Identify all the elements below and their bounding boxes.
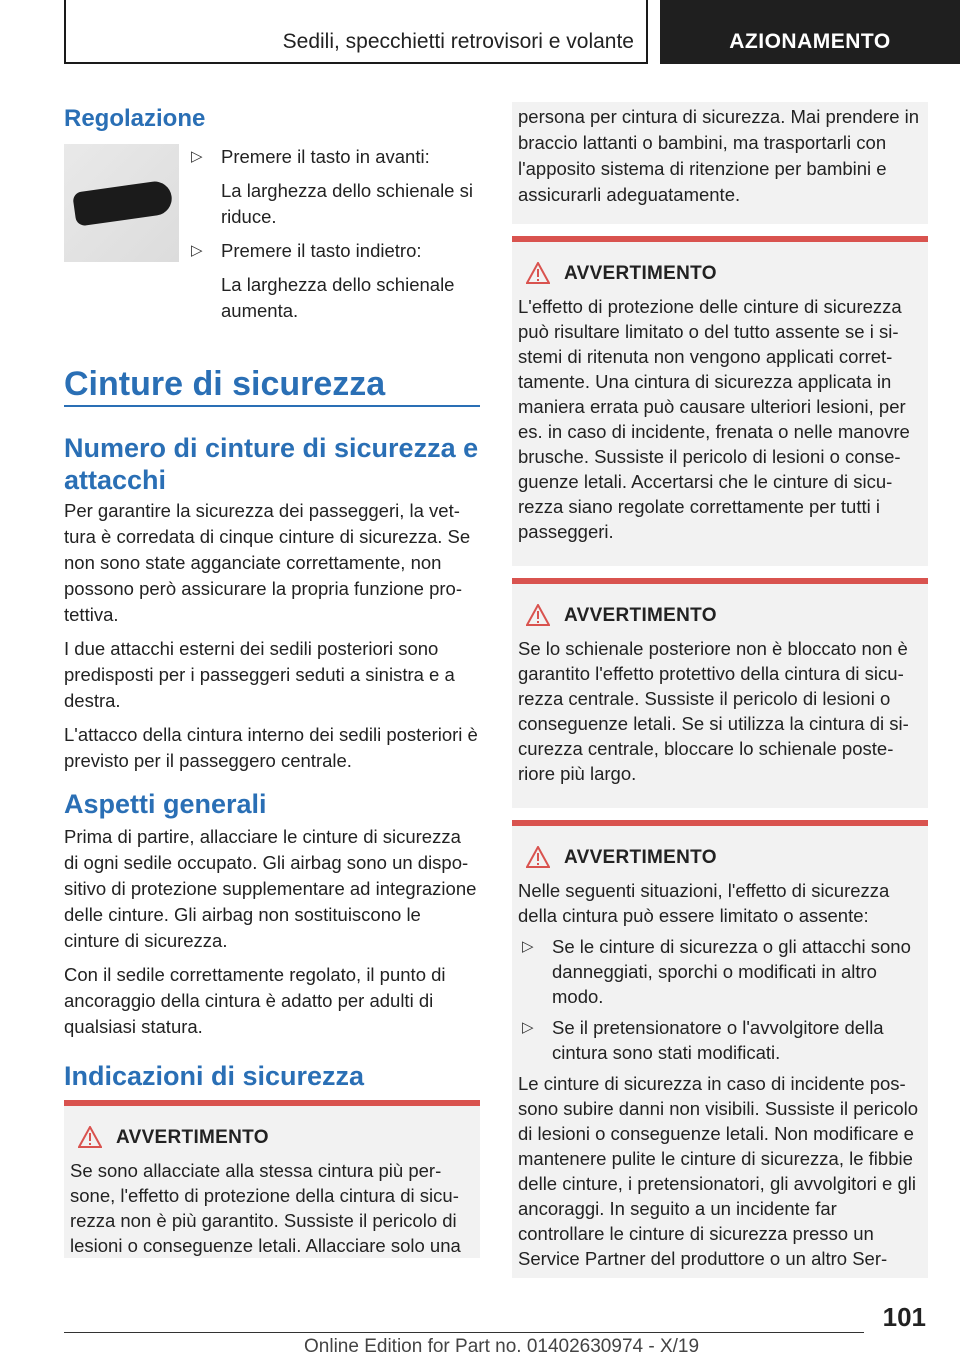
triangle-bullet-icon: ▷ <box>522 938 534 955</box>
paragraph: Per garantire la sicurezza dei passeggeri, la vettura è corredata di cinque cinture di sicurezza. Se non sono state agganciate correttamente, non possono però assicurare la propria funzione protettiva. <box>64 500 471 625</box>
warning-header <box>518 262 922 286</box>
warning-header <box>518 604 922 628</box>
indicazioni-heading: Indicazioni di sicurezza <box>64 1061 365 1091</box>
warning-text: persona per cintura di sicurezza. Mai prendere in braccio lattanti o bambini, ma trasportarli con l'apposito sistema di ritenzione per bambini e assicurarli adeguatamente. <box>518 106 920 205</box>
list-item <box>518 934 922 1009</box>
condition-text: Se il pretensionatore o l'avvolgitore della cintura sono stati modificati. <box>552 1017 884 1063</box>
warning-text: Se lo schienale posteriore non è bloccato non è garantito l'effetto protettivo della cintura di sicurezza centrale. Sussiste il pericolo di lesioni o conseguenze letali. Se si utilizza la cintura di sicurezza centrale, bloccare lo schienale posteriore più largo. <box>518 638 909 784</box>
numero-heading: Numero di cinture di sicurezza e attacchi <box>64 433 479 495</box>
section-title-cinture: Cinture di sicurezza <box>64 365 386 403</box>
warning-box-1 <box>64 1100 480 1258</box>
paragraph: I due attacchi esterni dei sedili posteriori sono predisposti per i passeggeri seduti a sinistra e a destra. <box>64 638 455 711</box>
aspetti-body <box>64 824 480 1040</box>
warning-title: AVVERTIMENTO <box>564 605 717 626</box>
header-chapter-title: AZIONAMENTO <box>729 30 891 53</box>
warning-continuation <box>512 102 928 224</box>
paragraph: Prima di partire, allacciare le cinture di sicurezza di ogni sedile occupato. Gli airbag sono un dispositivo di protezione supplementare ad integrazione delle cinture. Gli airbag non sostituiscono le cinture di sicurezza. <box>64 826 477 951</box>
edition-info: Online Edition for Part no. 01402630974 - X/19 <box>304 1336 700 1357</box>
triangle-bullet-icon: ▷ <box>191 242 203 259</box>
warning-triangle-icon <box>518 262 558 286</box>
aspetti-heading: Aspetti generali <box>64 789 267 819</box>
step-result: La larghezza dello schienale si riduce. <box>221 180 473 227</box>
warning-box-2 <box>512 236 928 566</box>
warning-header <box>70 1126 474 1150</box>
warning-title: AVVERTIMENTO <box>564 847 717 868</box>
section-divider <box>64 405 480 407</box>
warning-text: Le cinture di sicurezza in caso di incidente possono subire danni non visibili. Sussiste il pericolo di lesioni o conseguenze letali. Non modificare e mantenere pulite le cinture di sicurezza, le fibbie delle cinture, i pretensionatori, gli avvolgitori e gli ancoraggi. In seguito a un incidente far controllare le cinture di sicurezza presso un Service Partner del produttore o un altro Ser- <box>518 1073 919 1269</box>
footer-divider <box>64 1332 864 1333</box>
header-section-box <box>64 0 648 64</box>
seat-button-image <box>64 144 179 262</box>
warning-box-4 <box>512 820 928 1278</box>
paragraph: Con il sedile correttamente regolato, il punto di ancoraggio della cintura è adatto per adulti di qualsiasi statura. <box>64 964 446 1037</box>
list-item <box>187 238 481 324</box>
step-text: Premere il tasto in avanti: <box>221 146 430 167</box>
warning-triangle-icon <box>518 604 558 628</box>
warning-box-3 <box>512 578 928 808</box>
warning-title: AVVERTIMENTO <box>116 1127 269 1148</box>
condition-text: Se le cinture di sicurezza o gli attacchi sono danneggiati, sporchi o modificati in altro modo. <box>552 936 911 1007</box>
warning-title: AVVERTIMENTO <box>564 263 717 284</box>
warning-text: L'effetto di protezione delle cinture di sicurezza può risultare limitato o del tutto assente se i sistemi di ritenuta non vengono applicati correttamente. Una cintura di sicurezza applicata in maniera errata può causare ulteriori lesioni, per es. in caso di incidente, frenata o nelle manovre brusche. Sussiste il pericolo di lesioni o conseguenze letali. Accertarsi che le cinture di sicurezza siano regolate correttamente per tutti i passeggeri. <box>518 296 910 542</box>
warning-text: Nelle seguenti situazioni, l'effetto di sicurezza della cintura può essere limitato o assente: <box>518 880 890 926</box>
page-number: 101 <box>882 1302 926 1332</box>
warning-triangle-icon <box>518 846 558 870</box>
paragraph: L'attacco della cintura interno dei sedili posteriori è previsto per il passeggero centrale. <box>64 724 478 771</box>
header-section-title: Sedili, specchietti retrovisori e volante <box>282 30 634 53</box>
step-text: Premere il tasto indietro: <box>221 240 422 261</box>
regolazione-heading: Regolazione <box>64 105 206 132</box>
step-result: La larghezza dello schienale aumenta. <box>221 274 455 321</box>
triangle-bullet-icon: ▷ <box>522 1019 534 1036</box>
numero-body <box>64 498 480 774</box>
warning-triangle-icon <box>70 1126 110 1150</box>
header-chapter-tab[interactable] <box>660 0 960 64</box>
triangle-bullet-icon: ▷ <box>191 148 203 165</box>
warning-conditions <box>518 934 922 1065</box>
list-item <box>518 1015 922 1065</box>
regolazione-steps <box>187 144 481 324</box>
backrest-width-button-icon <box>72 179 174 226</box>
list-item <box>187 144 481 230</box>
warning-header <box>518 846 922 870</box>
warning-text: Se sono allacciate alla stessa cintura più persone, l'effetto di protezione della cintura di sicurezza non è più garantito. Sussiste il pericolo di lesioni o conseguenze letali. Allacciare solo una <box>70 1160 461 1256</box>
